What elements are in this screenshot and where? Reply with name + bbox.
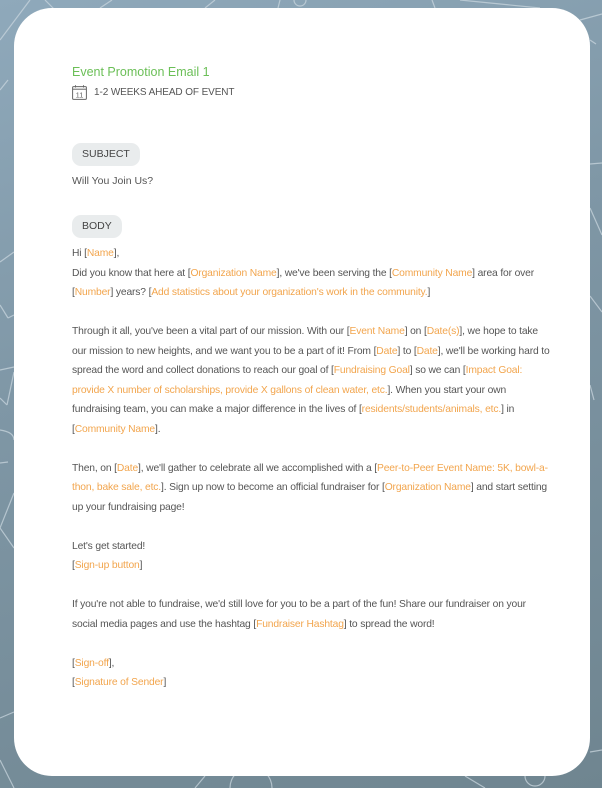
text: Through it all, you've been a vital part of our mission. With our [	[72, 326, 350, 337]
text: ]	[163, 677, 167, 688]
placeholder-community-name: Community Name	[74, 423, 156, 435]
signup-button-placeholder-line	[72, 556, 552, 576]
paragraph-mission	[72, 322, 552, 439]
subject-label-pill: SUBJECT	[72, 143, 140, 166]
paragraph-celebrate	[72, 459, 552, 518]
text: [	[72, 677, 75, 688]
text: ], we hope to take our mission to new heights, and we want you to be a part of it! From [	[72, 326, 538, 357]
placeholder-hashtag: Fundraiser Hashtag	[256, 618, 344, 630]
text: ] to [	[397, 345, 417, 357]
placeholder-statistics: Add statistics about your organization's work in the community.	[151, 287, 428, 298]
placeholder-number: Number	[74, 287, 111, 298]
placeholder-organization-name: Organization Name	[384, 482, 471, 493]
text: ], we'll be working hard to spread the word and collect donations to reach our goal of [	[72, 345, 550, 376]
placeholder-impact-goal: Impact Goal: provide X number of scholarships, provide X gallons of clean water, etc.	[72, 365, 523, 396]
placeholder-community-name: Community Name	[391, 267, 473, 279]
text: ] area for over [	[72, 267, 535, 298]
text: ]	[427, 287, 431, 298]
email-template-content	[72, 64, 552, 693]
text: [	[72, 657, 75, 669]
paragraph-intro	[72, 264, 552, 303]
placeholder-end-date: Date	[416, 345, 438, 357]
paragraph-share	[72, 595, 552, 634]
text: [	[72, 560, 75, 571]
greeting-line	[72, 244, 552, 264]
text: ],	[113, 248, 120, 259]
text: Hi [	[72, 248, 87, 259]
placeholder-date: Date	[116, 462, 139, 474]
text: ],	[108, 657, 115, 669]
placeholder-signature: Signature of Sender	[74, 677, 164, 688]
text: ] and start setting up your fundraising page!	[72, 482, 547, 513]
placeholder-dates: Date(s)	[426, 326, 460, 337]
body-label-pill: BODY	[72, 215, 122, 238]
email-title: Event Promotion Email 1	[72, 65, 210, 79]
text: ].	[155, 423, 161, 435]
placeholder-fundraising-goal: Fundraising Goal	[333, 365, 410, 376]
svg-text:11: 11	[75, 90, 84, 100]
text: ] in [	[72, 404, 515, 435]
placeholder-p2p-event-name: Peer-to-Peer Event Name: 5K, bowl-a-thon, bake sale, etc.	[72, 462, 548, 493]
subject-line: Will You Join Us?	[72, 175, 154, 187]
text: Then, on [	[72, 462, 117, 474]
text: If you're not able to fundraise, we'd still love for you to be a part of the fun! Share our fundraiser on your social media pages and use the hashtag [	[72, 599, 526, 630]
timing-label: 1-2 WEEKS AHEAD OF EVENT	[94, 86, 235, 98]
text: ]. Sign up now to become an official fundraiser for [	[161, 482, 385, 493]
placeholder-event-name: Event Name	[349, 326, 405, 337]
text: ] to spread the word!	[343, 618, 435, 630]
call-to-action-line: Let's get started!	[72, 540, 146, 552]
text: ], we'll gather to celebrate all we accomplished with a [	[138, 462, 377, 474]
signature-line	[72, 673, 552, 693]
text: ]. When you start your own fundraising team, you can make a major difference in the lives of [	[72, 384, 507, 415]
placeholder-signoff: Sign-off	[74, 657, 109, 669]
placeholder-signup-button: Sign-up button	[74, 560, 140, 571]
text: ] years? [	[110, 287, 152, 298]
email-body	[72, 244, 552, 693]
placeholder-name: Name	[86, 248, 114, 259]
calendar-icon	[72, 85, 87, 100]
email-template-card	[14, 8, 590, 776]
signoff-line	[72, 654, 552, 674]
placeholder-start-date: Date	[376, 345, 398, 357]
placeholder-organization-name: Organization Name	[190, 267, 277, 279]
text: ]	[139, 560, 143, 571]
text: Did you know that here at [	[72, 267, 191, 279]
timing-row	[72, 84, 552, 100]
text: ] so we can [	[409, 365, 466, 376]
text: ], we've been serving the [	[276, 267, 392, 279]
text: ] on [	[404, 326, 427, 337]
placeholder-beneficiaries: residents/students/animals, etc.	[361, 404, 502, 415]
